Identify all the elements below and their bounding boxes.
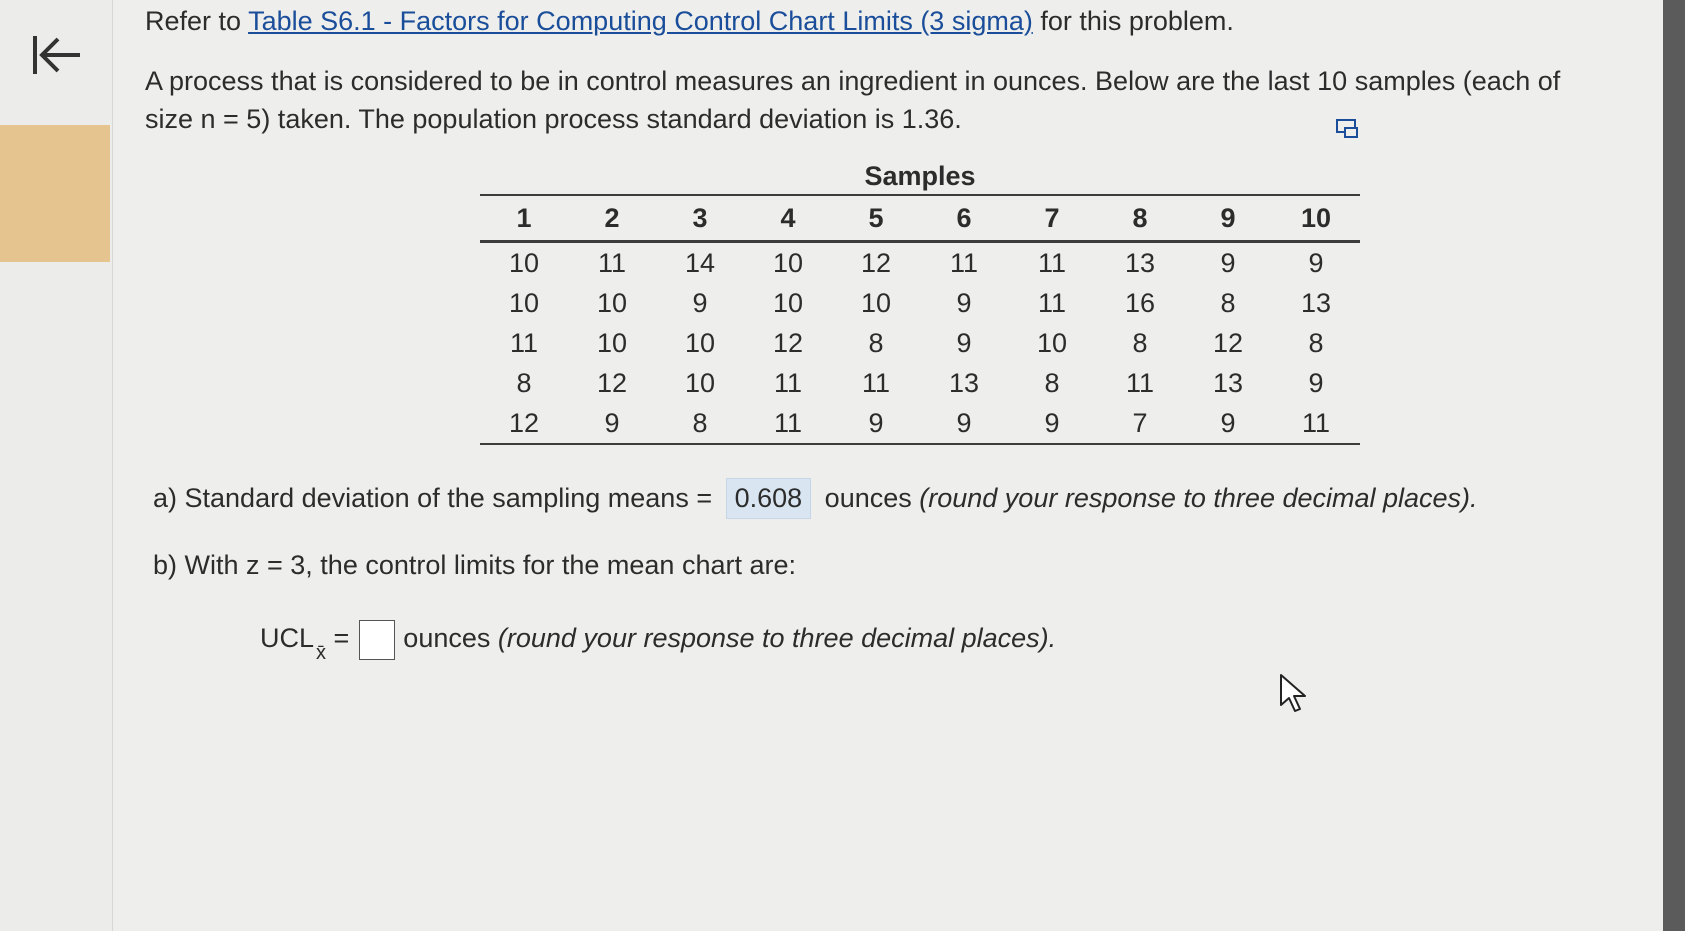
table-cell: 10 [1036,327,1068,358]
table-cell: 11 [1037,247,1067,278]
table-cell: 12 [480,403,568,444]
table-cell: 9 [1308,367,1324,398]
col-header: 4 [744,195,832,242]
col-header: 9 [1184,195,1272,242]
samples-title: Samples [864,161,976,191]
table-cell: 13 [1124,247,1156,278]
table-cell: 10 [596,327,628,358]
table-cell: 11 [597,247,627,278]
table-cell: 11 [1272,403,1360,444]
right-scrollbar[interactable] [1663,0,1685,931]
table-cell: 14 [684,247,716,278]
table-cell: 11 [744,403,832,444]
table-cell: 9 [832,403,920,444]
table-cell: 12 [772,327,804,358]
table-cell: 10 [684,367,716,398]
left-rail [0,0,113,931]
table-cell: 9 [568,403,656,444]
table-cell: 10 [508,247,540,278]
table-cell: 12 [596,367,628,398]
table-cell: 8 [1132,327,1148,358]
table-cell: 9 [1184,403,1272,444]
part-a-suffix: ounces [817,483,920,513]
table-cell: 11 [1037,287,1067,318]
col-header: 6 [920,195,1008,242]
table-cell: 9 [956,327,972,358]
mouse-pointer-icon [1278,672,1308,714]
table-cell: 8 [1308,327,1324,358]
ucl-subscript: x̄ [316,642,327,665]
table-cell: 11 [509,327,539,358]
table-cell: 10 [772,287,804,318]
table-cell: 11 [861,367,891,398]
table-cell: 7 [1096,403,1184,444]
col-header: 3 [656,195,744,242]
question-content [145,0,1645,931]
samples-table-wrap [480,158,1360,445]
table-cell: 12 [1212,327,1244,358]
ucl-equals: = [326,623,350,654]
table-cell: 13 [1300,287,1332,318]
col-header: 5 [832,195,920,242]
problem-statement: A process that is considered to be in control measures an ingredient in ounces. Below are the last 10 samples (each of size n = 5) taken. The population process standard deviation is 1.36. [145,66,1561,134]
samples-table [480,194,1360,445]
col-header: 1 [480,195,568,242]
table-cell: 9 [956,287,972,318]
table-cell: 9 [692,287,708,318]
table-cell: 16 [1124,287,1156,318]
table-cell: 8 [516,367,532,398]
ucl-line [260,620,1057,665]
table-row [480,283,1360,323]
table-cell: 8 [1220,287,1236,318]
col-header: 8 [1096,195,1184,242]
header-row [480,195,1360,242]
table-cell: 11 [1125,367,1155,398]
reference-line [145,6,1234,37]
table-cell: 10 [596,287,628,318]
table-cell: 11 [773,367,803,398]
table-row [480,323,1360,363]
ucl-answer-input[interactable] [359,620,395,660]
col-header: 10 [1272,195,1360,242]
table-cell: 13 [948,367,980,398]
table-cell: 8 [656,403,744,444]
part-a [153,478,1478,519]
table-cell: 9 [1220,247,1236,278]
std-dev-answer-field[interactable]: 0.608 [726,478,812,519]
table-cell: 12 [860,247,892,278]
table-cell: 10 [860,287,892,318]
table-cell: 9 [1008,403,1096,444]
ucl-suffix: ounces [403,623,498,654]
table-cell: 10 [684,327,716,358]
back-arrow-icon[interactable] [30,30,86,80]
table-cell: 13 [1212,367,1244,398]
table-cell: 11 [949,247,979,278]
part-a-instruction: (round your response to three decimal places). [919,483,1478,513]
rail-highlight [0,125,110,262]
part-a-prefix: a) Standard deviation of the sampling means = [153,483,720,513]
table-cell: 9 [920,403,1008,444]
table-row [480,363,1360,403]
reference-suffix: for this problem. [1032,6,1234,36]
popout-icon[interactable] [1335,118,1361,140]
col-header: 7 [1008,195,1096,242]
table-row [480,242,1360,284]
table-cell: 10 [772,247,804,278]
table-cell: 8 [868,327,884,358]
reference-prefix: Refer to [145,6,249,36]
table-cell: 8 [1044,367,1060,398]
table-cell: 10 [508,287,540,318]
table-reference-link[interactable]: Table S6.1 - Factors for Computing Control Chart Limits (3 sigma) [248,6,1033,36]
col-header: 2 [568,195,656,242]
ucl-label: UCL [260,623,315,654]
ucl-instruction: (round your response to three decimal places). [497,623,1057,654]
table-row [480,403,1360,444]
part-b: b) With z = 3, the control limits for the mean chart are: [153,550,797,580]
table-cell: 9 [1308,247,1324,278]
